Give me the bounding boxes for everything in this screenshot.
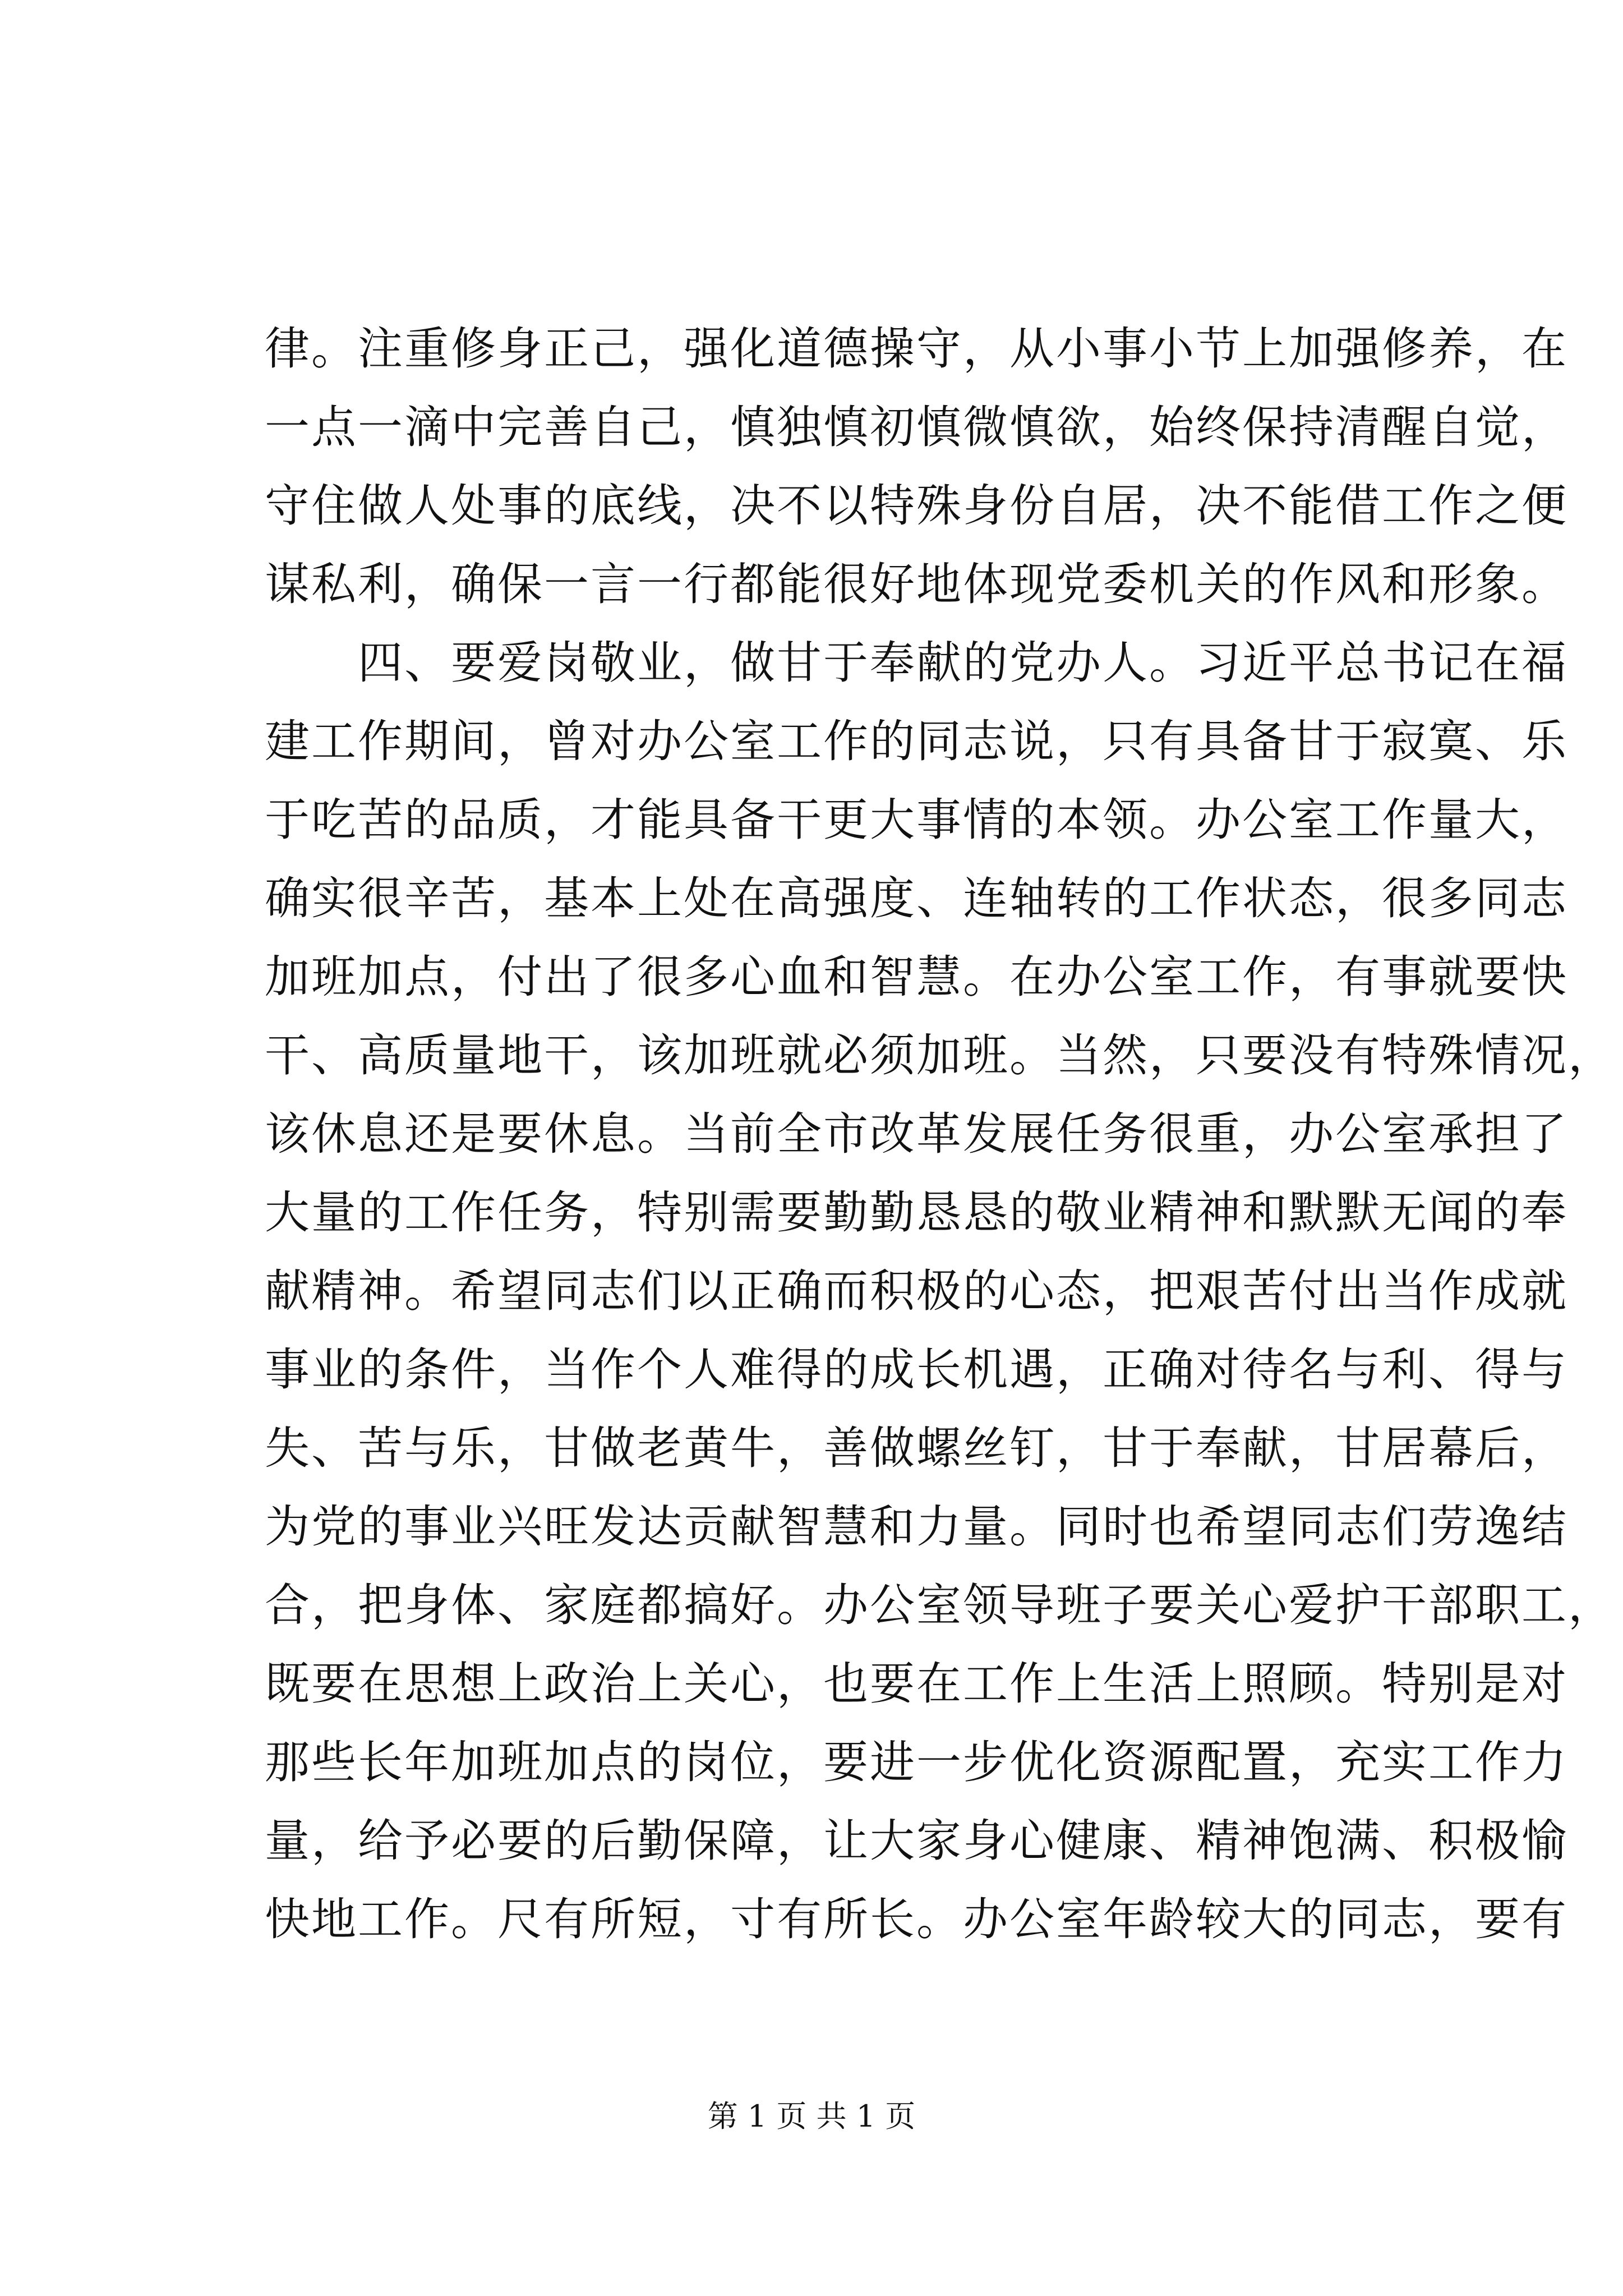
text-line: 失、苦与乐，甘做老黄牛，善做螺丝钉，甘于奉献，甘居幕后， <box>265 1422 1568 1474</box>
text-line: 干、高质量地干，该加班就必须加班。当然，只要没有特殊情况， <box>265 1029 1615 1082</box>
page-number-footer: 第 1 页 共 1 页 <box>707 2099 916 2134</box>
text-line: 律。注重修身正己，强化道德操守，从小事小节上加强修养，在 <box>265 323 1568 375</box>
text-line: 确实很辛苦，基本上处在高强度、连轴转的工作状态，很多同志 <box>265 872 1568 924</box>
text-line: 于吃苦的品质，才能具备干更大事情的本领。办公室工作量大， <box>265 794 1568 846</box>
text-line: 守住做人处事的底线，决不以特殊身份自居，决不能借工作之便 <box>265 480 1568 532</box>
text-line: 献精神。希望同志们以正确而积极的心态，把艰苦付出当作成就 <box>265 1265 1568 1317</box>
text-line: 加班加点，付出了很多心血和智慧。在办公室工作，有事就要快 <box>265 951 1568 1003</box>
text-line: 一点一滴中完善自己，慎独慎初慎微慎欲，始终保持清醒自觉， <box>265 401 1568 453</box>
text-line: 事业的条件，当作个人难得的成长机遇，正确对待名与利、得与 <box>265 1343 1568 1396</box>
text-line: 合，把身体、家庭都搞好。办公室领导班子要关心爱护干部职工， <box>265 1579 1615 1631</box>
text-line: 量，给予必要的后勤保障，让大家身心健康、精神饱满、积极愉 <box>265 1815 1568 1867</box>
text-line: 那些长年加班加点的岗位，要进一步优化资源配置，充实工作力 <box>265 1736 1568 1788</box>
text-line: 谋私利，确保一言一行都能很好地体现党委机关的作风和形象。 <box>265 558 1568 610</box>
text-line: 大量的工作任务，特别需要勤勤恳恳的敬业精神和默默无闻的奉 <box>265 1186 1568 1239</box>
text-line: 为党的事业兴旺发达贡献智慧和力量。同时也希望同志们劳逸结 <box>265 1501 1568 1553</box>
text-line: 四、要爱岗敬业，做甘于奉献的党办人。习近平总书记在福 <box>265 637 1568 689</box>
text-line: 建工作期间，曾对办公室工作的同志说，只有具备甘于寂寞、乐 <box>265 715 1568 767</box>
text-line: 快地工作。尺有所短，寸有所长。办公室年龄较大的同志，要有 <box>265 1893 1568 1945</box>
text-line: 该休息还是要休息。当前全市改革发展任务很重，办公室承担了 <box>265 1108 1568 1160</box>
text-line: 既要在思想上政治上关心，也要在工作上生活上照顾。特别是对 <box>265 1658 1568 1710</box>
